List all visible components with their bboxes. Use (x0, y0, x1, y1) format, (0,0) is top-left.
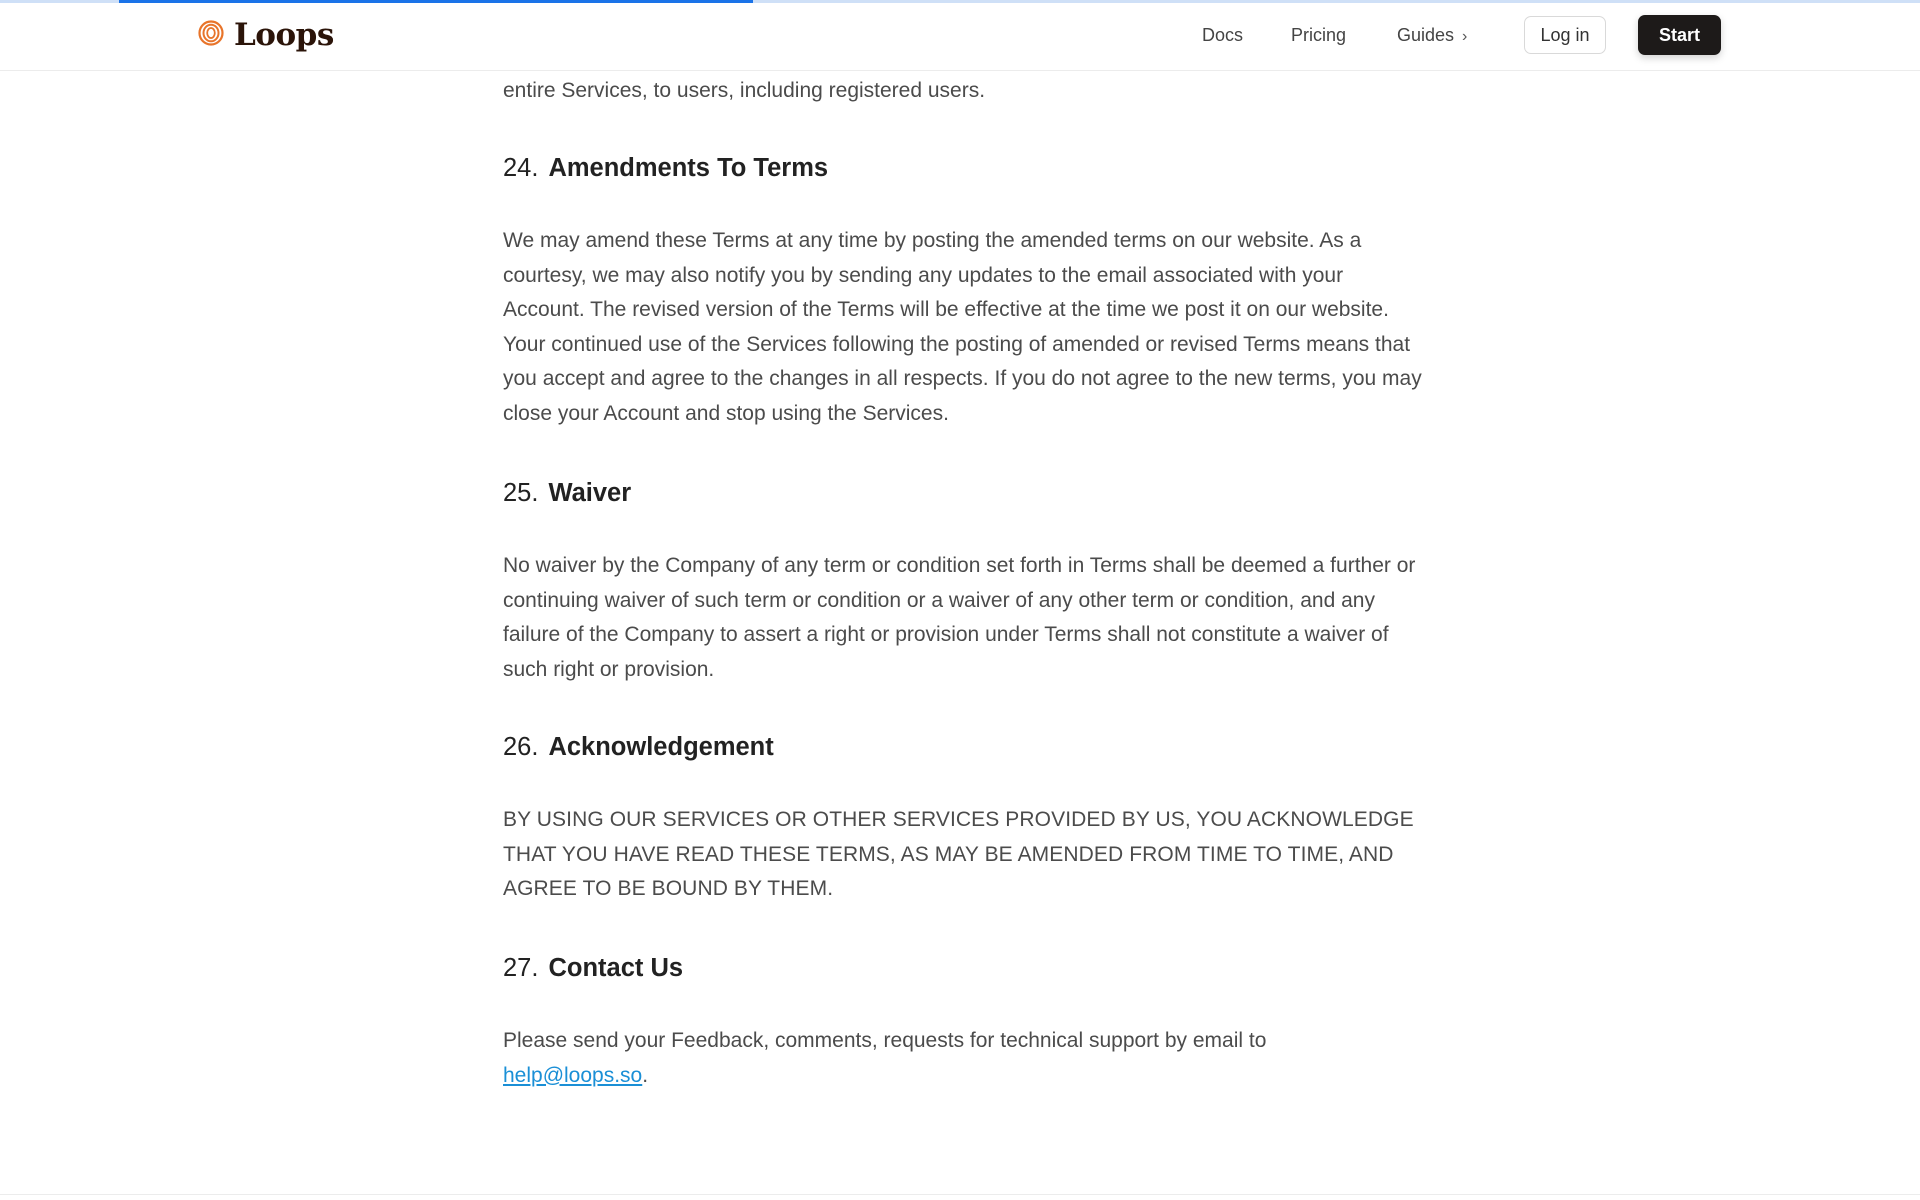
trailing-period: . (642, 1063, 649, 1087)
reading-progress-fill (119, 0, 753, 3)
site-header (0, 0, 1920, 71)
email-link[interactable]: help@loops.so (503, 1063, 643, 1087)
section-body: We may amend these Terms at any time by posting the amended terms on our website. As a courtesy, we may also notify you by sending any updates to the email associated with your Account. The revised version of the Terms will be effective at the time we post it on our website. Your continued use of the Services following the posting of amended or revised Terms means that you accept and agree to the changes in all respects. If you do not agree to the new terms, you may close your Account and stop using the Services. (503, 229, 1422, 425)
nav-docs[interactable]: Docs (1202, 25, 1244, 45)
section-heading (503, 154, 828, 183)
section-heading (503, 479, 631, 508)
brand-name: Loops (234, 17, 334, 53)
section-title: Waiver (548, 479, 632, 507)
section-heading (503, 733, 774, 762)
nav-guides[interactable] (1397, 16, 1467, 54)
section-heading (503, 954, 683, 983)
paragraph-continuation: entire Services, to users, including registered users. (503, 79, 986, 102)
nav-pricing[interactable]: Pricing (1291, 25, 1347, 45)
chevron-right-icon: › (1462, 28, 1468, 45)
login-button[interactable]: Log in (1524, 16, 1606, 54)
section-number: 26. (503, 733, 539, 761)
loops-logo-icon (198, 20, 224, 51)
nav-guides-label: Guides (1397, 25, 1455, 45)
start-button[interactable]: Start (1638, 15, 1721, 55)
contact-text: Please send your Feedback, comments, requests for technical support by email to (503, 1029, 1267, 1052)
section-title: Contact Us (548, 954, 684, 982)
reading-progress-bar (0, 0, 1920, 3)
section-number: 24. (503, 154, 539, 182)
section-number: 27. (503, 954, 539, 982)
section-number: 25. (503, 479, 539, 507)
section-title: Amendments To Terms (548, 154, 829, 182)
logo-link[interactable] (198, 16, 334, 54)
section-title: Acknowledgement (548, 733, 774, 761)
section-body: No waiver by the Company of any term or condition set forth in Terms shall be deemed a further or continuing waiver of such term or condition or a waiver of any other term or condition, and any failure of the Company to assert a right or provision under Terms shall not constitute a waiver of such right or provision. (503, 554, 1416, 681)
section-body: BY USING OUR SERVICES OR OTHER SERVICES PROVIDED BY US, YOU ACKNOWLEDGE THAT YOU HAVE READ THESE TERMS, AS MAY BE AMENDED FROM TIME TO TIME, AND AGREE TO BE BOUND BY THEM. (503, 808, 1414, 900)
section-body (503, 1024, 1423, 1093)
footer-divider (0, 1194, 1920, 1195)
